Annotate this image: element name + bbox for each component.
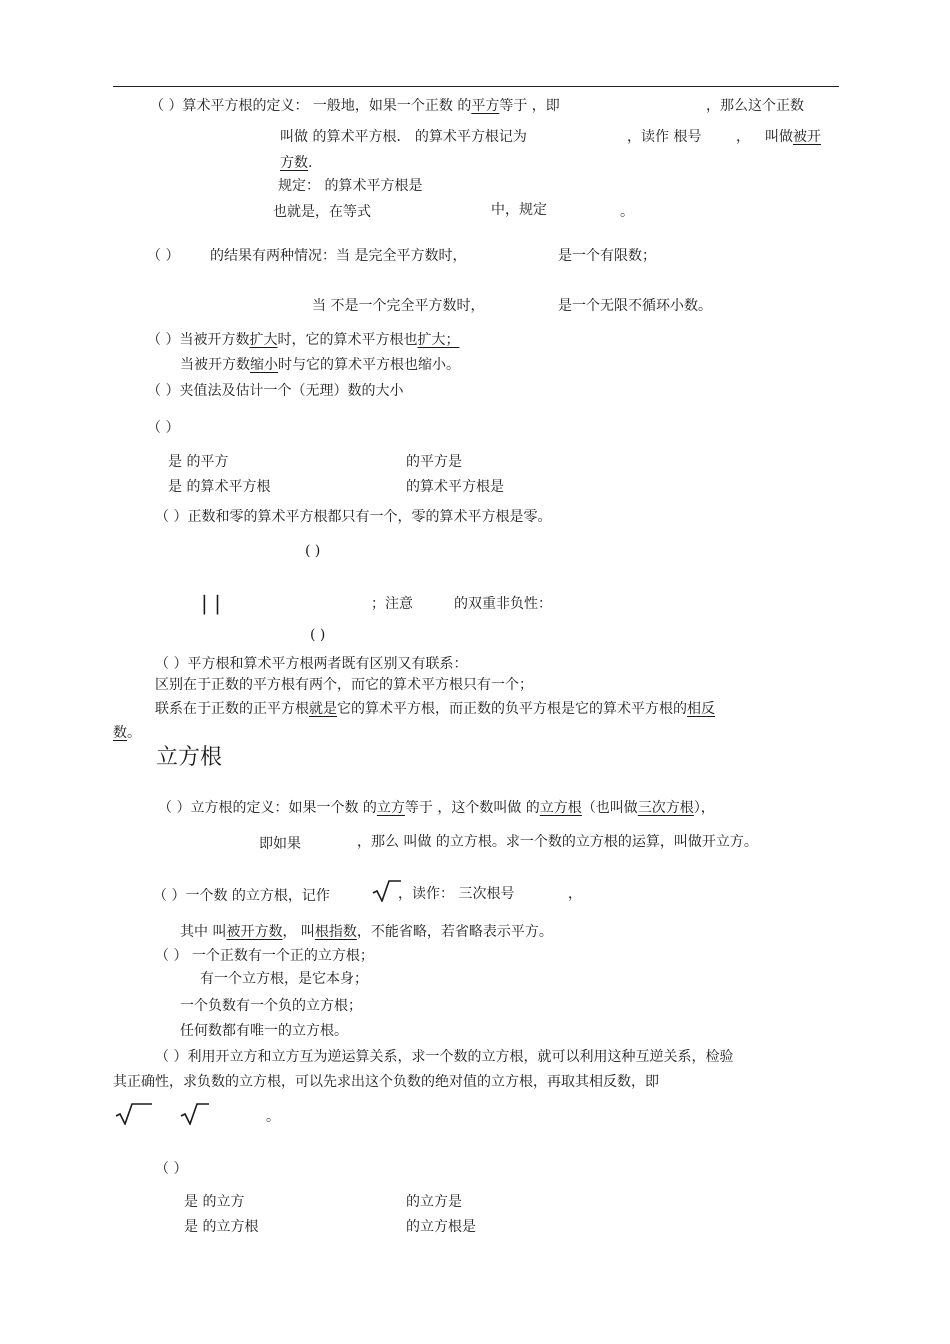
c1-line2-b: ，那么 叫做 的立方根。求一个数的立方根的运算，叫做开立方。: [357, 834, 758, 850]
s2-line1: 的结果有两种情况：当 是完全平方数时，: [210, 248, 467, 264]
abs-bars: | |: [201, 591, 221, 615]
s1-line3-dot: .: [308, 155, 313, 171]
s1-line2-call: [765, 128, 821, 146]
s1-line3: [280, 154, 312, 172]
s3-line2: [180, 356, 460, 374]
s5-paren: （ ）: [147, 420, 180, 436]
s1-line2: 叫做 的算术平方根． 的算术平方根记为: [280, 129, 527, 145]
c2-text-e: ，不能省略，若省略表示平方。: [356, 924, 553, 940]
c5-r1b: 的立方是: [406, 1194, 462, 1210]
c2-line2: [180, 923, 553, 941]
s5-r2a: 是 的算术平方根: [168, 479, 271, 495]
top-rule: [113, 86, 839, 87]
s6-note2: 的双重非负性：: [454, 596, 552, 612]
s4-line: （ ）夹值法及估计一个（无理）数的大小: [147, 383, 404, 399]
c3-line4: 任何数都有唯一的立方根。: [180, 1023, 348, 1039]
s2-paren: （ ）: [147, 248, 180, 264]
s7-period: 。: [127, 725, 141, 741]
c3-line2: 有一个立方根，是它本身；: [200, 971, 368, 987]
cube-root-sign-icon-left: [115, 1103, 153, 1125]
c2-text-a: 其中 叫: [180, 924, 227, 940]
s7-text-c: 它的算术平方根，而正数的负平方根是它的算术平方根的: [337, 701, 687, 717]
term-third-root: 三次方根: [637, 800, 694, 816]
term-cube: 立方: [376, 800, 405, 816]
s6-line1: （ ）正数和零的算术平方根都只有一个，零的算术平方根是零。: [155, 509, 552, 525]
s5-r2b: 的算术平方根是: [406, 479, 504, 495]
s1-call-text: 叫做: [765, 129, 793, 145]
c1-text-c: 等于 ，这个数叫做 的: [404, 800, 540, 816]
term-cube-root: 立方根: [539, 800, 582, 816]
s1-line1: [150, 97, 560, 115]
s5-r1a: 是 的平方: [168, 454, 229, 470]
s7-line1: （ ）平方根和算术平方根两者既有区别又有联系：: [155, 656, 468, 672]
c4-end: 。: [266, 1109, 280, 1125]
s1-line5-b: 中，规定: [491, 202, 547, 218]
term-shrink: 缩小: [250, 357, 278, 373]
c1-text-e: （也叫做: [581, 800, 638, 816]
s1-line4: 规定： 的算术平方根是: [278, 178, 423, 194]
s6-note: ；注意: [371, 596, 413, 612]
s6-paren-b: ( ): [310, 627, 326, 643]
s1-line5-a: 也就是，在等式: [273, 204, 371, 220]
c5-r1a: 是 的立方: [184, 1194, 245, 1210]
term-opposite-part1: 相反: [687, 701, 715, 717]
term-opposite-part2: 数: [113, 725, 127, 741]
c5-r2b: 的立方根是: [406, 1219, 476, 1235]
s5-r1b: 的平方是: [406, 454, 462, 470]
term-enlarge-2: 扩大；: [417, 332, 460, 348]
term-radicand: 被开方数: [226, 924, 283, 940]
section-heading-cube-root: 立方根: [156, 745, 223, 770]
c3-line3: 一个负数有一个负的立方根；: [180, 998, 362, 1014]
s3-text2-a: 当被开方数: [180, 357, 250, 373]
s1-line5-c: 。: [620, 204, 634, 220]
term-enlarge: 扩大: [249, 332, 278, 348]
c4-line2: 其正确性，求负数的立方根，可以先求出这个负数的绝对值的立方根，再取其相反数，即: [113, 1074, 659, 1090]
term-root-index: 根指数: [314, 924, 357, 940]
cube-root-sign-icon-right: [180, 1103, 210, 1125]
c1-text-g: ），: [693, 800, 715, 816]
s2-line1-end: 是一个有限数；: [558, 248, 656, 264]
c2-line1-a: （ ）一个数 的立方根，记作: [153, 888, 330, 904]
s2-line2: 当 不是一个完全平方数时，: [312, 298, 485, 314]
c1-line2-a: 即如果: [259, 836, 301, 852]
s1-line2-comma: ，: [736, 129, 750, 145]
c2-line1-b: ，读作： 三次根号: [398, 886, 515, 902]
s3-text-c: 时，它的算术平方根也: [277, 332, 418, 348]
term-radicand-part1: 被开: [793, 129, 821, 145]
s2-line2-end: 是一个无限不循环小数。: [558, 298, 712, 314]
term-radicand-part2: 方数: [280, 155, 308, 171]
s7-line4: [113, 724, 141, 742]
c2-text-c: ， 叫: [282, 924, 315, 940]
term-square: 平方: [471, 98, 500, 114]
c5-paren: （ ）: [155, 1161, 188, 1177]
s1-line2-read: ，读作 根号: [627, 129, 702, 145]
s3-text-a: （ ）当被开方数: [147, 332, 250, 348]
s1-line1-text: （ ）算术平方根的定义： 一般地，如果一个正数 的: [150, 98, 472, 114]
s3-line1: [147, 331, 459, 349]
c1-line1: [158, 799, 715, 817]
s7-text-a: 联系在于正数的正平方根: [155, 701, 309, 717]
c3-line1: （ ） 一个正数有一个正的立方根；: [155, 948, 374, 964]
c5-r2a: 是 的立方根: [184, 1219, 259, 1235]
s3-text2-c: 时与它的算术平方根也缩小。: [278, 357, 460, 373]
s1-line1-end: ，那么这个正数: [706, 98, 804, 114]
s1-line1-text2: 等于 ，即: [499, 98, 560, 114]
c2-line1-c: ，: [568, 886, 582, 902]
c4-line1: （ ）利用开立方和立方互为逆运算关系，求一个数的立方根，就可以利用这种互逆关系，检验: [155, 1049, 734, 1065]
term-is: 就是: [309, 701, 337, 717]
s6-paren-a: ( ): [305, 543, 321, 559]
s7-line2: 区别在于正数的平方根有两个，而它的算术平方根只有一个；: [155, 677, 533, 693]
c1-text-a: （ ）立方根的定义：如果一个数 的: [158, 800, 377, 816]
s7-line3: [155, 700, 715, 718]
